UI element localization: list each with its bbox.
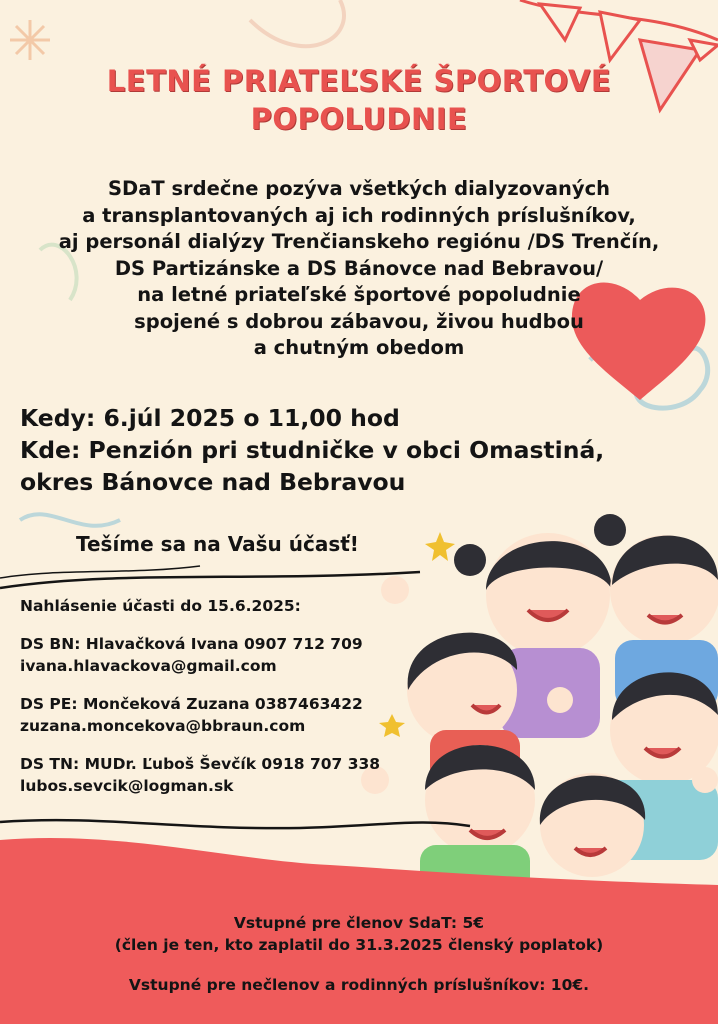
invitation-line: a transplantovaných aj ich rodinných príslušníkov,	[82, 203, 636, 227]
fee-member-note: (člen je ten, kto zaplatil do 31.3.2025 členský poplatok)	[114, 936, 604, 954]
swirl-doodle	[250, 0, 344, 46]
poster-title	[0, 62, 718, 138]
invitation-line: spojené s dobrou zábavou, živou hudbou	[134, 309, 584, 333]
invitation-line: a chutným obedom	[253, 336, 465, 359]
invitation-text	[0, 176, 718, 362]
entry-fees	[0, 912, 718, 996]
invitation-line: aj personál dialýzy Trenčianskeho regiónu /DS Trenčín,	[58, 230, 660, 253]
star-icon	[379, 714, 405, 737]
squiggle-doodle	[20, 514, 120, 526]
event-when: Kedy: 6.júl 2025 o 11,00 hod	[20, 404, 400, 432]
invitation-line: SDaT srdečne pozýva všetkých dialyzovaných	[107, 177, 611, 200]
event-where: Kde: Penzión pri studničke v obci Omastiná,	[20, 436, 605, 464]
invitation-line: na letné priateľské športové popoludnie	[137, 283, 581, 306]
looking-forward-text: Tešíme sa na Vašu účasť!	[76, 532, 359, 556]
invitation-line: DS Partizánske a DS Bánovce nad Bebravou/	[114, 256, 604, 280]
contact-pe-email[interactable]: zuzana.moncekova@bbraun.com	[20, 717, 306, 735]
title-line-1: LETNÉ PRIATEĽSKÉ ŠPORTOVÉ	[106, 64, 612, 98]
sparkle-icon	[10, 20, 50, 60]
title-line-2: POPOLUDNIE	[250, 102, 468, 136]
event-where-district: okres Bánovce nad Bebravou	[20, 468, 406, 496]
contact-bn-email[interactable]: ivana.hlavackova@gmail.com	[20, 657, 277, 675]
star-icon	[425, 532, 455, 561]
event-details	[20, 402, 604, 498]
registration-contacts	[20, 595, 380, 797]
wave-line	[0, 572, 420, 588]
fee-members: Vstupné pre členov SdaT: 5€	[233, 914, 485, 932]
contact-tn-line: DS TN: MUDr. Ľuboš Ševčík 0918 707 338	[20, 755, 381, 773]
contact-tn-email[interactable]: lubos.sevcik@logman.sk	[20, 777, 234, 795]
fee-non-members: Vstupné pre nečlenov a rodinných príslušníkov: 10€.	[128, 976, 590, 994]
contact-bn-line: DS BN: Hlavačková Ivana 0907 712 709	[20, 635, 363, 653]
contact-pe-line: DS PE: Mončeková Zuzana 0387463422	[20, 695, 363, 713]
registration-deadline: Nahlásenie účasti do 15.6.2025:	[20, 597, 301, 615]
band-outline	[0, 820, 470, 828]
